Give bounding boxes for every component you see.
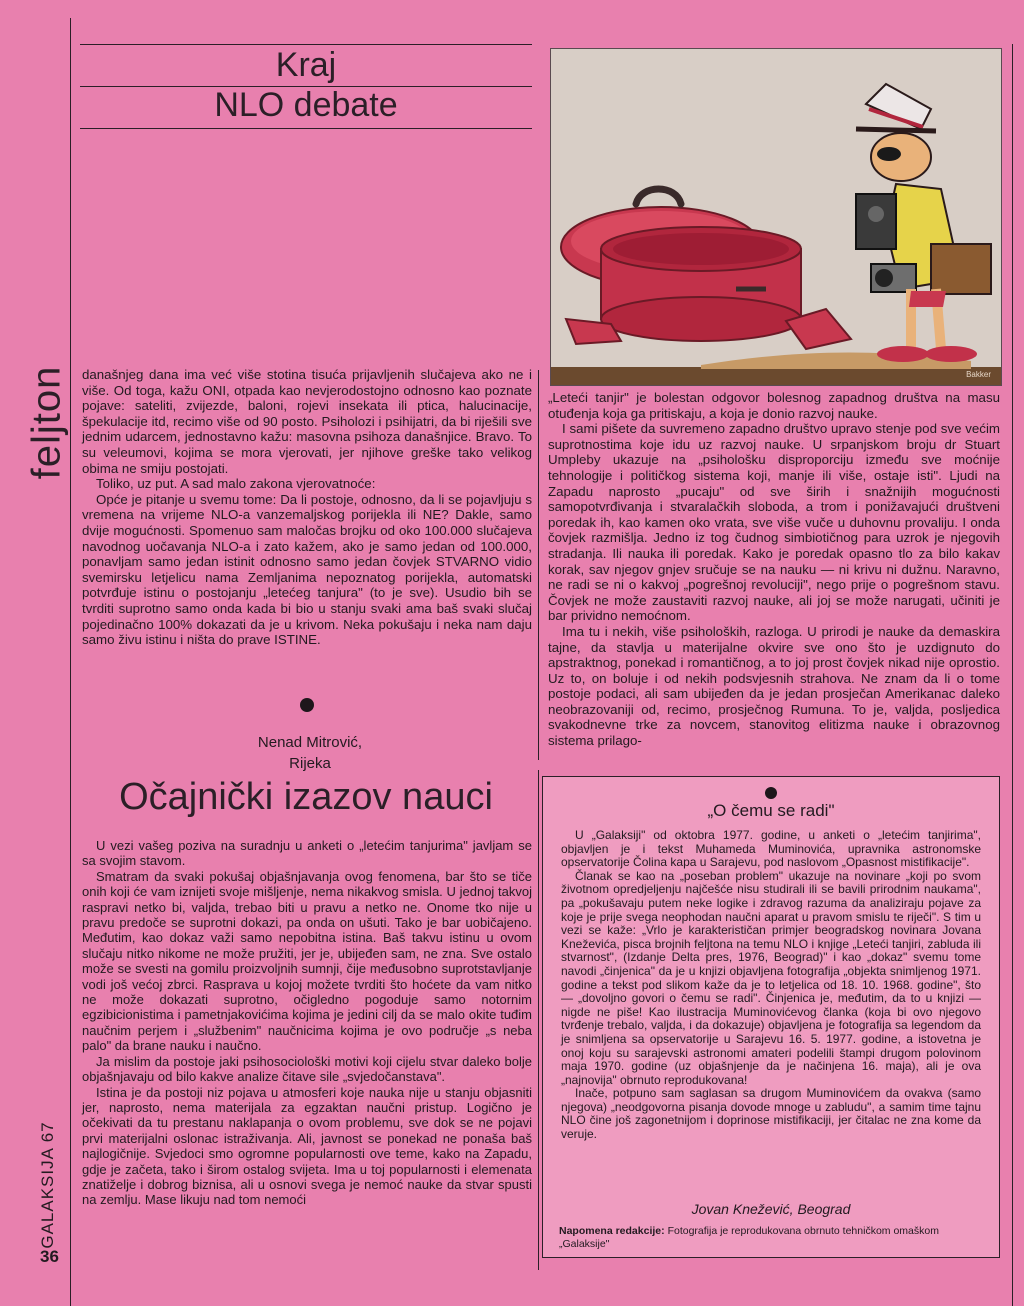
paragraph: „Leteći tanjir" je bolestan odgovor bolesnog zapadnog društva na masu otuđenja koja ga pritiskaju, a koja je donio razvoj nauke. (548, 390, 1000, 421)
section-label (22, 350, 70, 480)
paragraph: Članak se kao na „poseban problem" ukazuje na novinare „koji po svom životnom opredjeljenju najčešće nisu studirali ili se bavili prirodnim naukama", pa „pokušavaju putem neke logike i zdravog razuma da analiziraju pojave za koje je prije svega neophodan naučni aparat u pravom smislu te riječi". S tim u vezi se kaže: „Vrlo je karakterističan primjer beogradskog novinara Jovana Kneževića, pisca brojnih feljtona na temu NLO i knjige „Leteći tanjiri, zabluda ili stvarnost", (Izdanje Delta pres, 1976, Beograd)" i kao „dokaz" svemu tome navodi „činjenica" da je u knjizi objavljena fotografija „objekta snimljenog 1971. godine a tekst pod slikom kaže da je to letjelica od 18. 10. 1968. godine", što — „dovoljno govori o čemu se radi". Činjenica je, međutim, da to u knjizi — nigde ne piše! Kao ilustracija Muminovićevog članka (koja bi ovo njegovo tvrđenje trebalo, valjda, i da dokazuje) objavljena je fotografija sa legendom da je snimljena sa opservatorije u Sarajevu 16. 5. 1977. godine, a istovetna je onoj koju su sarajevski astronomi amateri podelili štampi drugom polovinom maja 1970. godine (uz objašnjenje da je načinjena 16. maja), ali je ova „najnovija" obrnuto reprodukovana! (561, 868, 981, 1087)
magazine-label-text: GALAKSIJA 67 (38, 1121, 57, 1249)
magazine-label (28, 1120, 68, 1260)
paragraph: Istina je da postoji niz pojava u atmosferi koje nauka nije u stanju objasniti jer, naprosto, nema materijala za egzaktan naučni pristup. Logično je očekivati da tu prestanu naklapanja o ovom problemu, sve dok se ne pojavi prvi materijalni oslonac istraživanja. Ali, javnost se ponekad ne ponaša baš najlogičnije. Svjedoci smo ogromne popularnosti ove teme, kako na Zapadu, gdje je začeta, tako i širom ostalog svijeta. Ima u toj popularnosti i elemenata znatiželje i dobrog biznisa, ali u osnovi svega je nemoć nauke da stvar spusti na zemlju. Mase likuju nad tom nemoći (82, 1084, 532, 1208)
left-column-bottom (82, 838, 532, 1208)
box-signature: Jovan Knežević, Beograd (691, 1201, 851, 1217)
title-rule-bottom (80, 128, 532, 129)
editorial-note (559, 1225, 985, 1250)
cartoon-tourist-icon (551, 49, 1001, 385)
paragraph: U „Galaksiji" od oktobra 1977. godine, u anketi o „letećim tanjirima", objavljen je i tekst Muhameda Muminovića, upravnika astronomske opservatorije Čolina kapa u Sarajevu, pod naslovom „Opasnost mistifikacije". (561, 828, 981, 870)
box-title: „O čemu se radi" (707, 801, 835, 820)
title-rule-top (80, 44, 532, 45)
column-divider (538, 370, 539, 760)
paragraph: Ima tu i nekih, više psiholoških, razloga. U prirodi je nauke da demaskira tajne, da stavlja u materijalne okvire sve ono što je uzdignuto do apstraktnog, ponekad i romantičnog, a to joj prost čovjek nikad nije oprostio. Uz to, on boluje i od nekih podsvjesnih strahova. Ne znam da li o tome postoje podaci, ali sam ubijeđen da je jedan prosječan Amerikanac daleko neobrazovaniji od, recimo, prosječnog Rumuna. To je, valjda, posljedica svakodnevne trke za novcem, stanovitog elitizma nauke i obrazovnog sistema prilago- (548, 623, 1000, 749)
separator-dot (300, 698, 314, 712)
right-edge-rule (1012, 44, 1013, 1306)
paragraph: Toliko, uz put. A sad malo zakona vjerovatnoće: (96, 476, 376, 492)
paragraph: Smatram da svaki pokušaj objašnjavanja ovog fenomena, bar što se tiče onih koji će vam iznijeti svoje mišljenje, nema nikakvog smisla. U jednoj takvoj raspravi netko bi, valjda, trebao biti u pravu a netko ne. Onome tko nije u pravu predoče se suprotni dokazi, pa onda on ušuti. Tako je bar uobičajeno. Međutim, kao dokaz važi samo nepobitna istina. Baš takvu istinu u ovom slučaju nitko nikome ne može pružiti, jer je, ubijeđen sam, ne zna. Sve ostalo može se svesti na gomilu proizvoljnih sumnji, čije međusobno suprotstavljanje vodi još većoj zbrci. Rasprava u kojoj možete tvrditi što hoćete da vam nitko ne može dokazati suprotno, očigledno pogoduje samo notornim egzibicionistima i pametnjakovićima kojima je jedini cilj da se malo okite tuđim naučnim perjem i „službenim" naučnicima kojima je ovo područje „s neba palo" da brane nauku i naučno. (82, 868, 532, 1054)
left-column-top (82, 367, 532, 648)
box-dot (765, 787, 777, 799)
column-divider-lower (538, 770, 539, 1270)
margin-rule (70, 18, 71, 1306)
note-text: Fotografija je reprodukovana obrnuto tehničkom omaškom „Galaksije" (559, 1225, 939, 1250)
paragraph: U vezi vašeg poziva na suradnju u anketi o „letećim tanjurima" javljam se sa svojim stavom. (82, 838, 532, 869)
paragraph: Opće je pitanje u svemu tome: Da li postoje, odnosno, da li se pojavljuju s vremena na vrijeme NLO-a vanzemaljskog porijekla ili NE? Dakle, samo dvije mogućnosti. Spomenuo sam maločas brojku od oko 100.000 slučajeva navodnog uočavanja NLO-a i zato kažem, ako je samo jedan od 100.000, ponavljam samo jedan istinit odnosno samo jedan čovjek STVARNO vidio svemirsku letjelicu nama Zemljanima nepoznatog porijekla, automatski potvrđuje istinu o postojanju „letećeg tanjura" (to je sve). Usudio bih se tvrditi suprotno samo onda kada bi bio u stanju svaki ama baš svaki slučaj pojedinačno 100% dokazati da je u krivom. Neka pokušaju i neka nam daju samo živu istinu i ništa do prave ISTINE. (82, 491, 532, 648)
paragraph: I sami pišete da suvremeno zapadno društvo upravo stenje pod sve većim suprotnostima koje idu uz razvoj nauke. U srpanjskom broju dr Stuart Umpleby ukazuje na „psihološku disproporciju između sve moćnije tehnologije i političkog sistema koji, manje ili više, ostaje isti". Ljudi na Zapadu naprosto „pucaju" od sve širih i snažnijih mogućnosti samopotvrđivanja i stvaralačkih sloboda, a trom i ponižavajući društveni poredak ih, kao kamen oko vrata, sve više vuče u duhovnu provaliju. I onda čovjek razmišlja. Jedno iz tog čudnog simbiotičnog para uzrok je njegovih stradanja. Ili nauka ili poredak. Kako je poredak opasno tlo za bilo kakav korak, sav njegov gnjev sručuje se na nauku — ni krivu ni dužnu. Naravno, ne radi se ni o kakvoj „pogrešnoj revoluciji", nego prije o pogrešnom stavu. Čovjek ne može zaustaviti razvoj nauke, ali joj se može narugati, učiniti je bar prividno nemoćnom. (548, 421, 1000, 624)
paragraph: Inače, potpuno sam saglasan sa drugom Muminovićem da ovakva (samo njegova) „neodgovorna pisanja dovode mnoge u zabludu", a samim time tajnu NLO čine još zagonetnijom i doprinose mistifikaciji, jer čitalac ne zna kome da veruje. (561, 1086, 981, 1142)
title-line-2: NLO debate (214, 86, 398, 124)
page-number: 36 (40, 1247, 59, 1266)
author-name: Nenad Mitrović, (257, 734, 363, 751)
sidebar-box (542, 776, 1000, 1258)
title-block (80, 44, 532, 130)
cartoon-illustration (550, 48, 1002, 386)
title-line-1: Kraj (275, 46, 337, 84)
author-city: Rijeka (289, 755, 331, 772)
note-label: Napomena redakcije: (559, 1225, 665, 1237)
illustration-signature: Bakker (966, 370, 991, 379)
box-text (561, 829, 981, 1142)
section-label-text: feljton (24, 365, 69, 480)
paragraph: današnjeg dana ima već više stotina tisuća prijavljenih slučajeva ako ne i više. Od toga, kažu ONI, otpada kao nevjerodostojno odnosno kao poznate pojave: sateliti, zvijezde, baloni, rojevi insekata ili ptica, halucinacije, špekulacije itd, recimo više od 90 posto. Psiholozi i psihijatri, da bi riješili sve jednim udarcem, jednostavno kažu: masovna psihoza današnjice. Bravo. To su veleumovi, kojima se mora vjerovati, jer njihove greške tako velikog obima ne smiju postojati. (82, 367, 532, 476)
right-column-top (548, 390, 1000, 749)
paragraph: Ja mislim da postoje jaki psihosociološki motivi koji cijelu stvar daleko bolje objašnjavaju od bilo kakve analize čitave sile „svjedočanstava". (82, 1053, 532, 1085)
article-heading: Očajnički izazov nauci (119, 776, 493, 818)
author-credit (200, 732, 420, 774)
